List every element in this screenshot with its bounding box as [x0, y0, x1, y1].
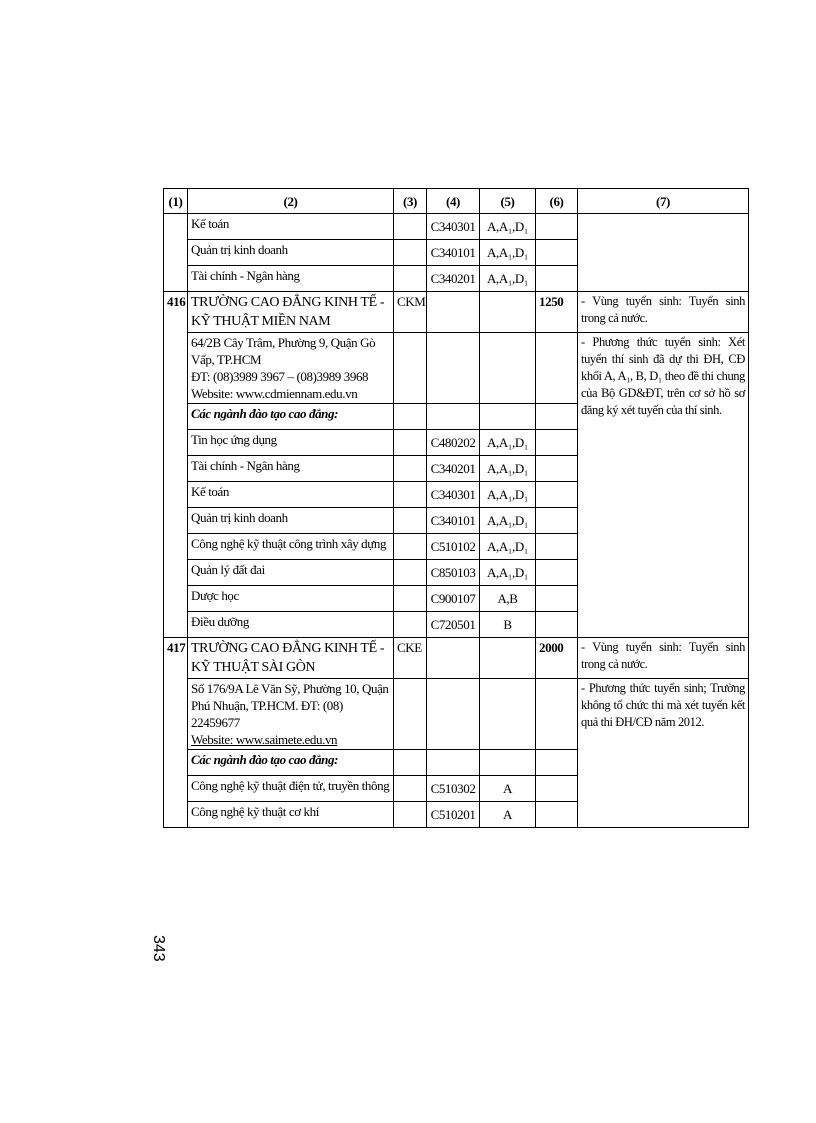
- school-number: 416: [164, 292, 188, 638]
- address-row: [164, 333, 749, 404]
- major-code: C340201: [427, 266, 480, 292]
- empty-cell: [394, 482, 427, 508]
- major-name: Điều dưỡng: [188, 612, 394, 638]
- exam-block: A,A₁,D₁: [480, 508, 536, 534]
- major-code: C340101: [427, 508, 480, 534]
- empty-cell: [480, 638, 536, 679]
- empty-cell: [536, 560, 578, 586]
- major-name: Dược học: [188, 586, 394, 612]
- exam-block: B: [480, 612, 536, 638]
- empty-cell: [427, 333, 480, 404]
- empty-cell: [480, 679, 536, 750]
- school-row: [164, 292, 749, 333]
- major-code: C340301: [427, 214, 480, 240]
- address-row: [164, 679, 749, 750]
- exam-block: A,A₁,D₁: [480, 456, 536, 482]
- major-code: C480202: [427, 430, 480, 456]
- empty-cell: [394, 776, 427, 802]
- empty-cell: [394, 750, 427, 776]
- exam-block: A,A₁,D₁: [480, 534, 536, 560]
- header-cell: (1): [164, 189, 188, 214]
- empty-cell: [536, 214, 578, 240]
- empty-cell: [394, 333, 427, 404]
- table-row: [164, 214, 749, 240]
- empty-cell: [536, 266, 578, 292]
- major-code: C340101: [427, 240, 480, 266]
- major-name: Kế toán: [188, 214, 394, 240]
- school-quota: 1250: [536, 292, 578, 333]
- exam-block: A,A₁,D₁: [480, 240, 536, 266]
- empty-cell: [536, 586, 578, 612]
- empty-cell: [394, 430, 427, 456]
- empty-cell: [427, 638, 480, 679]
- school-website: Website: www.cdmiennam.edu.vn: [191, 386, 358, 401]
- empty-cell: [427, 750, 480, 776]
- major-name: Tài chính - Ngân hàng: [188, 456, 394, 482]
- empty-cell: [394, 266, 427, 292]
- school-symbol: CKM: [394, 292, 427, 333]
- school-contact: [188, 679, 394, 750]
- empty-cell: [394, 214, 427, 240]
- exam-block: A,B: [480, 586, 536, 612]
- school-note-region: - Vùng tuyển sinh: Tuyển sinh trong cả nước.: [578, 292, 749, 333]
- empty-cell: [394, 586, 427, 612]
- major-code: C900107: [427, 586, 480, 612]
- empty-cell: [536, 802, 578, 828]
- empty-cell: [536, 534, 578, 560]
- empty-cell: [536, 612, 578, 638]
- exam-block: A,A₁,D₁: [480, 214, 536, 240]
- page-number: 343: [150, 935, 167, 962]
- empty-cell: [394, 612, 427, 638]
- school-address: Số 176/9A Lê Văn Sỹ, Phường 10, Quận Phú Nhuận, TP.HCM. ĐT: (08) 22459677: [191, 681, 389, 730]
- major-name: Công nghệ kỹ thuật điện tử, truyền thông: [188, 776, 394, 802]
- empty-cell: [394, 679, 427, 750]
- empty-cell: [394, 240, 427, 266]
- school-name: TRƯỜNG CAO ĐẲNG KINH TẾ - KỸ THUẬT MIỀN NAM: [188, 292, 394, 333]
- major-name: Quản trị kinh doanh: [188, 240, 394, 266]
- header-cell: (6): [536, 189, 578, 214]
- empty-cell: [480, 750, 536, 776]
- school-note-method: - Phương thức tuyển sinh: Xét tuyển thí sinh đã dự thi ĐH, CĐ khối A, A₁, B, D₁ theo đề thi chung của Bộ GD&ĐT, trên cơ sở hồ sơ đăng ký xét tuyển của thí sinh.: [578, 333, 749, 638]
- empty-cell: [536, 430, 578, 456]
- major-code: C510201: [427, 802, 480, 828]
- empty-cell: [536, 404, 578, 430]
- header-cell: (5): [480, 189, 536, 214]
- empty-cell: [536, 508, 578, 534]
- empty-cell: [427, 404, 480, 430]
- empty-cell: [427, 292, 480, 333]
- school-number: 417: [164, 638, 188, 828]
- majors-heading: Các ngành đào tạo cao đẳng:: [188, 404, 394, 430]
- empty-cell: [578, 214, 749, 292]
- empty-cell: [164, 214, 188, 292]
- empty-cell: [536, 456, 578, 482]
- empty-cell: [480, 333, 536, 404]
- major-name: Kế toán: [188, 482, 394, 508]
- school-quota: 2000: [536, 638, 578, 679]
- empty-cell: [394, 456, 427, 482]
- empty-cell: [480, 404, 536, 430]
- school-name: TRƯỜNG CAO ĐẲNG KINH TẾ - KỸ THUẬT SÀI GÒN: [188, 638, 394, 679]
- majors-heading: Các ngành đào tạo cao đẳng:: [188, 750, 394, 776]
- major-code: C720501: [427, 612, 480, 638]
- exam-block: A,A₁,D₁: [480, 266, 536, 292]
- empty-cell: [536, 240, 578, 266]
- school-phone: ĐT: (08)3989 3967 – (08)3989 3968: [191, 369, 369, 384]
- major-code: C850103: [427, 560, 480, 586]
- empty-cell: [394, 404, 427, 430]
- major-code: C510102: [427, 534, 480, 560]
- empty-cell: [394, 508, 427, 534]
- school-website: Website: www.saimete.edu.vn: [191, 732, 338, 747]
- school-address: 64/2B Cây Trâm, Phường 9, Quận Gò Vấp, TP.HCM: [191, 335, 376, 367]
- exam-block: A,A₁,D₁: [480, 482, 536, 508]
- major-code: C340201: [427, 456, 480, 482]
- empty-cell: [394, 560, 427, 586]
- empty-cell: [394, 802, 427, 828]
- major-name: Tài chính - Ngân hàng: [188, 266, 394, 292]
- school-contact: [188, 333, 394, 404]
- empty-cell: [536, 776, 578, 802]
- major-name: Công nghệ kỹ thuật công trình xây dựng: [188, 534, 394, 560]
- exam-block: A,A₁,D₁: [480, 560, 536, 586]
- header-cell: (4): [427, 189, 480, 214]
- major-code: C340301: [427, 482, 480, 508]
- exam-block: A,A₁,D₁: [480, 430, 536, 456]
- empty-cell: [536, 333, 578, 404]
- empty-cell: [427, 679, 480, 750]
- major-name: Quản lý đất đai: [188, 560, 394, 586]
- header-cell: (2): [188, 189, 394, 214]
- empty-cell: [536, 482, 578, 508]
- major-name: Công nghệ kỹ thuật cơ khí: [188, 802, 394, 828]
- major-name: Quản trị kinh doanh: [188, 508, 394, 534]
- school-row: [164, 638, 749, 679]
- empty-cell: [536, 679, 578, 750]
- empty-cell: [536, 750, 578, 776]
- empty-cell: [480, 292, 536, 333]
- empty-cell: [394, 534, 427, 560]
- school-note-method: - Phương thức tuyển sinh; Trường không tổ chức thi mà xét tuyển kết quả thi ĐH/CĐ năm 2012.: [578, 679, 749, 828]
- admissions-table: [163, 188, 749, 828]
- header-cell: (3): [394, 189, 427, 214]
- header-row: [164, 189, 749, 214]
- exam-block: A: [480, 802, 536, 828]
- exam-block: A: [480, 776, 536, 802]
- school-note-region: - Vùng tuyển sinh: Tuyển sinh trong cả nước.: [578, 638, 749, 679]
- major-code: C510302: [427, 776, 480, 802]
- major-name: Tin học ứng dụng: [188, 430, 394, 456]
- header-cell: (7): [578, 189, 749, 214]
- school-symbol: CKE: [394, 638, 427, 679]
